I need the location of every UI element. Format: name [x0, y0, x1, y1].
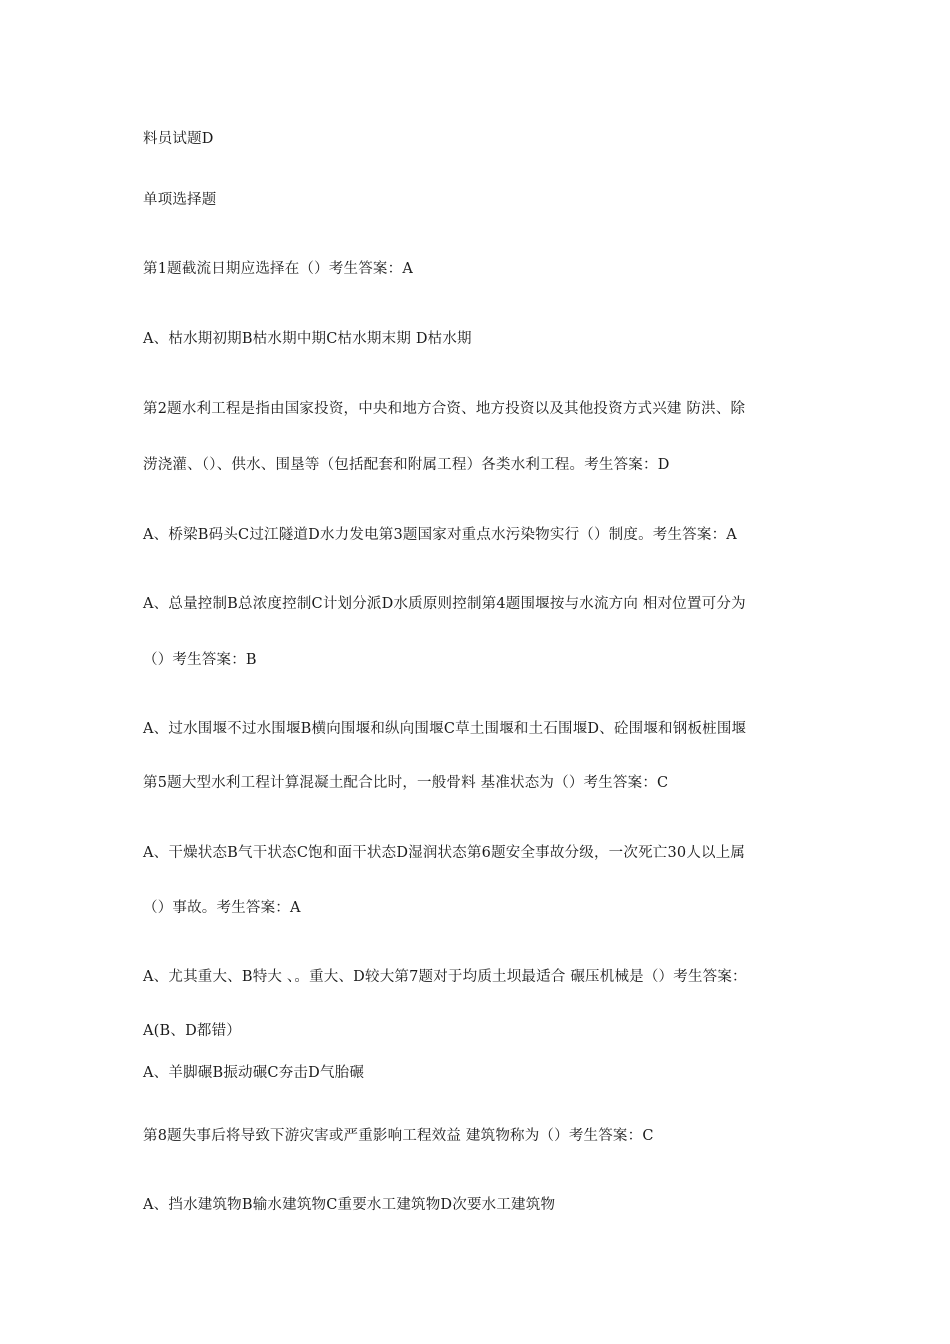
question-5: 第5题大型水利工程计算混凝土配合比时，一般骨料 基准状态为（）考生答案：C: [143, 775, 669, 791]
question-4-answer: （）考生答案：B: [143, 652, 257, 668]
question-1-options: A、枯水期初期B枯水期中期C枯水期末期 D枯水期: [143, 331, 472, 347]
question-6-options-question-7: A、尤其重大、B特大 、。重大、D较大第7题对于均质土坝最适合 碾压机械是（）考生答案：: [143, 969, 747, 985]
question-8: 第8题失事后将导致下游灾害或严重影响工程效益 建筑物称为（）考生答案：C: [143, 1128, 654, 1144]
question-5-options-question-6: A、干燥状态B气干状态C饱和面干状态D湿润状态第6题安全事故分级，一次死亡30人以上属: [143, 845, 746, 861]
section-heading: 单项选择题: [143, 192, 217, 208]
document-title: 料员试题D: [143, 131, 214, 147]
question-7-answer: A(B、D都错）: [143, 1023, 242, 1039]
question-2-line-2: 涝浇灌、（）、供水、围垦等（包括配套和附属工程）各类水利工程。考生答案：D: [143, 457, 670, 473]
question-1: 第1题截流日期应选择在（）考生答案：A: [143, 261, 413, 277]
question-7-options: A、羊脚碾B振动碾C夯击D气胎碾: [143, 1065, 365, 1081]
question-2-options-question-3: A、桥梁B码头C过江隧道D水力发电第3题国家对重点水污染物实行（）制度。考生答案：A: [143, 527, 737, 543]
question-2-line-1: 第2题水利工程是指由国家投资，中央和地方合资、地方投资以及其他投资方式兴建 防洪、除: [143, 401, 746, 417]
question-8-options: A、挡水建筑物B输水建筑物C重要水工建筑物D次要水工建筑物: [143, 1197, 556, 1213]
question-4-options: A、过水围堰不过水围堰B横向围堰和纵向围堰C草土围堰和土石围堰D、砼围堰和钢板桩围堰: [143, 721, 747, 737]
question-3-options-question-4: A、总量控制B总浓度控制C计划分派D水质原则控制第4题围堰按与水流方向 相对位置可分为: [143, 596, 746, 612]
question-6-answer: （）事故。考生答案：A: [143, 900, 301, 916]
